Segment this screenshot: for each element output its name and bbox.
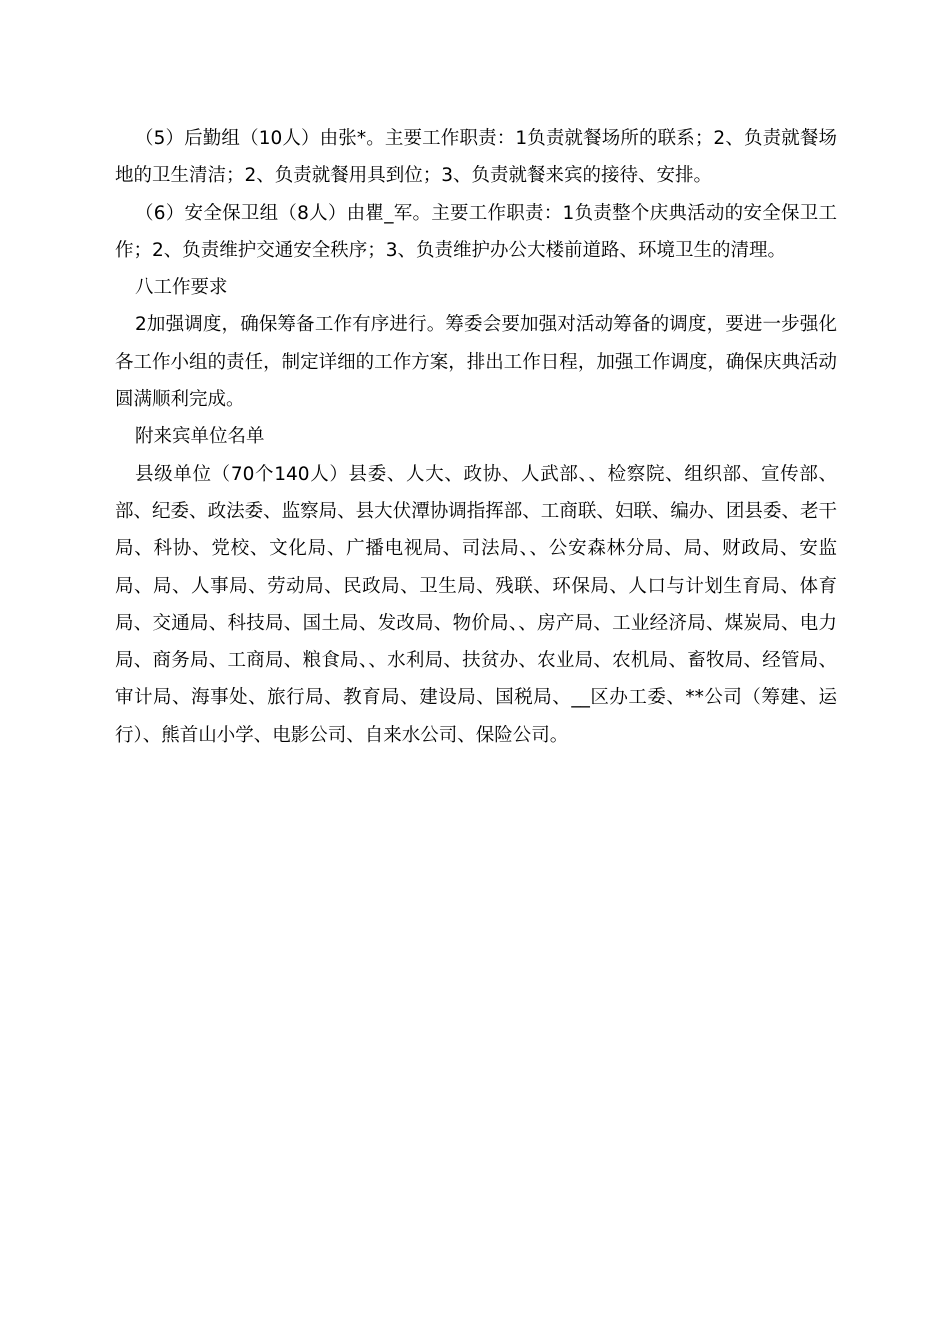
paragraph-county-units: 县级单位（70个140人）县委、人大、政协、人武部、、检察院、组织部、宣传部、部、纪委、政法委、监察局、县大伏潭协调指挥部、工商联、妇联、编办、团县委、老干局、科协、党校、文化局、广播电视局、司法局、、公安森林分局、局、财政局、安监局、局、人事局、劳动局、民政局、卫生局、残联、环保局、人口与计划生育局、体育局、交通局、科技局、国土局、发改局、物价局、、房产局、工业经济局、煤炭局、电力局、商务局、工商局、粮食局、、水利局、扶贫办、农业局、农机局、畜牧局、经管局、审计局、海事处、旅行局、教育局、建设局、国税局、__区办工委、**公司（筹建、运行）、熊首山小学、电影公司、自来水公司、保险公司。 [115, 463, 837, 746]
paragraph-strengthen-scheduling: 2加强调度，确保筹备工作有序进行。筹委会要加强对活动筹备的调度，要进一步强化各工作小组的责任，制定详细的工作方案，排出工作日程，加强工作调度，确保庆典活动圆满顺利完成。 [115, 314, 837, 411]
paragraph-security-group: （6）安全保卫组（8人）由瞿_军。主要工作职责：1负责整个庆典活动的安全保卫工作；2、负责维护交通安全秩序；3、负责维护办公大楼前道路、环境卫生的清理。 [115, 202, 837, 261]
heading-guest-unit-list: 附来宾单位名单 [135, 426, 265, 448]
section-heading-work-requirements: 八工作要求 [135, 277, 228, 299]
paragraph-logistics-group: （5）后勤组（10人）由张*。主要工作职责：1负责就餐场所的联系；2、负责就餐场地的卫生清洁；2、负责就餐用具到位；3、负责就餐来宾的接待、安排。 [115, 128, 837, 187]
document-body [115, 120, 837, 754]
